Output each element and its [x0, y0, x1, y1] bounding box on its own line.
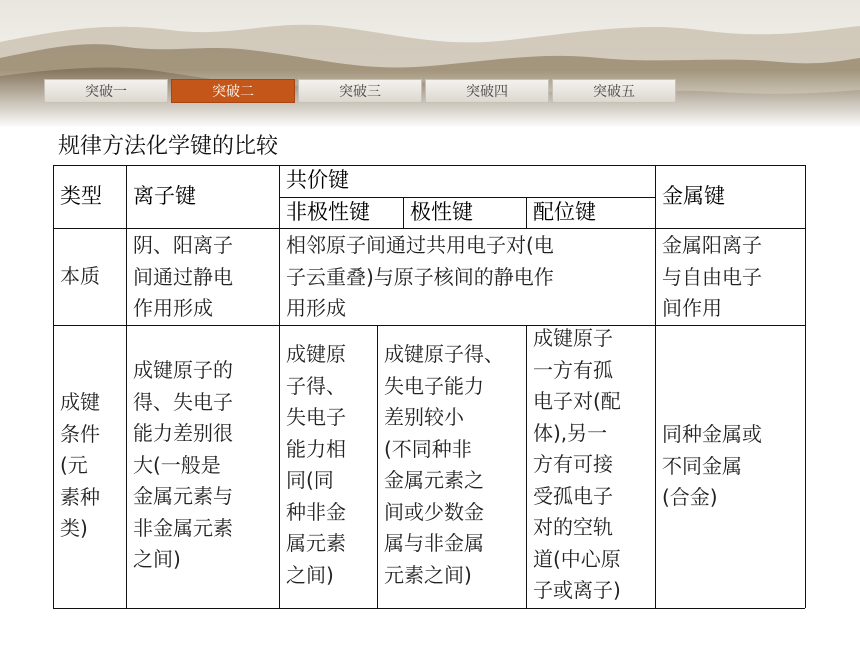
text-line: 得、失电子 [133, 389, 233, 414]
condition-polar [377, 339, 526, 591]
text-line: 成键原子得、 [384, 342, 504, 366]
text-line: 之间) [286, 562, 334, 587]
header-nonpolar-bond: 非极性键 [286, 200, 370, 224]
text-line: 道(中心原 [533, 546, 621, 571]
mountain-banner [0, 0, 860, 128]
header-coordinate-bond: 配位键 [533, 200, 596, 224]
text-line: 间作用 [662, 296, 722, 320]
text-line: 失电子能力 [384, 373, 484, 398]
condition-ionic [126, 355, 279, 576]
text-line: 种非金 [286, 499, 346, 524]
condition-metallic [655, 419, 805, 514]
text-line: 作用形成 [133, 296, 213, 320]
text-line: 素种 [60, 484, 100, 509]
text-line: 受孤电子 [533, 483, 613, 508]
tab-5[interactable]: 突破五 [552, 79, 676, 103]
text-line: 与自由电子 [662, 264, 762, 289]
text-line: 属元素 [286, 531, 346, 555]
text-line: 成键原 [286, 342, 346, 366]
text-line: 一方有孤 [533, 357, 613, 382]
tab-3[interactable]: 突破三 [298, 79, 422, 103]
text-line: 间通过静电 [133, 264, 233, 289]
text-line: 方有可接 [533, 452, 613, 476]
text-line: 失电子 [286, 405, 346, 429]
text-line: 非金属元素 [133, 515, 233, 540]
text-line: 差别较小 [384, 405, 464, 429]
text-line: 类) [60, 516, 88, 540]
text-line: 之间) [133, 547, 181, 571]
essence-covalent [279, 230, 655, 325]
header-metallic-bond: 金属键 [662, 184, 725, 208]
essence-metallic [655, 230, 805, 325]
section-tabs [44, 79, 676, 103]
header-ionic-bond: 离子键 [133, 184, 196, 208]
condition-nonpolar [279, 339, 377, 591]
text-line: 用形成 [286, 296, 346, 320]
text-line: 同种金属或 [662, 422, 762, 446]
text-line: 金属元素之 [384, 468, 484, 492]
text-line: 间或少数金 [384, 499, 484, 524]
header-covalent-bond: 共价键 [286, 168, 349, 192]
essence-ionic [126, 230, 279, 325]
page-heading: 规律方法化学键的比较 [58, 134, 279, 159]
text-line: 大(一般是 [133, 452, 221, 477]
text-line: (不同种非 [384, 436, 472, 461]
text-line: 成键 [60, 390, 100, 414]
tab-1[interactable]: 突破一 [44, 79, 168, 103]
text-line: (合金) [662, 485, 718, 509]
text-line: 条件 [60, 421, 100, 446]
text-line: 子或离子) [533, 578, 621, 602]
text-line: 阴、阳离子 [133, 233, 233, 257]
text-line: 相邻原子间通过共用电子对(电 [286, 233, 554, 257]
condition-coordinate [526, 323, 655, 607]
text-line: 属与非金属 [384, 531, 484, 555]
text-line: 子得、 [286, 373, 346, 398]
text-line: 电子对(配 [533, 389, 621, 413]
text-line: 金属阳离子 [662, 233, 762, 257]
text-line: 金属元素与 [133, 484, 233, 508]
text-line: 成键原子 [533, 326, 613, 350]
row-label-essence: 本质 [60, 264, 100, 288]
header-polar-bond: 极性键 [410, 200, 473, 224]
header-type: 类型 [60, 184, 102, 208]
text-line: 成键原子的 [133, 358, 233, 382]
row-label-condition [53, 387, 126, 545]
text-line: 能力差别很 [133, 421, 233, 445]
text-line: 体),另一 [533, 420, 608, 445]
text-line: 对的空轨 [533, 515, 613, 539]
text-line: 同(同 [286, 468, 334, 492]
text-line: 能力相 [286, 436, 346, 461]
tab-2[interactable]: 突破二 [171, 79, 295, 103]
text-line: 元素之间) [384, 562, 472, 587]
mountain-landscape-image [0, 0, 860, 128]
tab-4[interactable]: 突破四 [425, 79, 549, 103]
text-line: (元 [60, 453, 88, 477]
text-line: 不同金属 [662, 453, 742, 478]
text-line: 子云重叠)与原子核间的静电作 [286, 264, 554, 289]
